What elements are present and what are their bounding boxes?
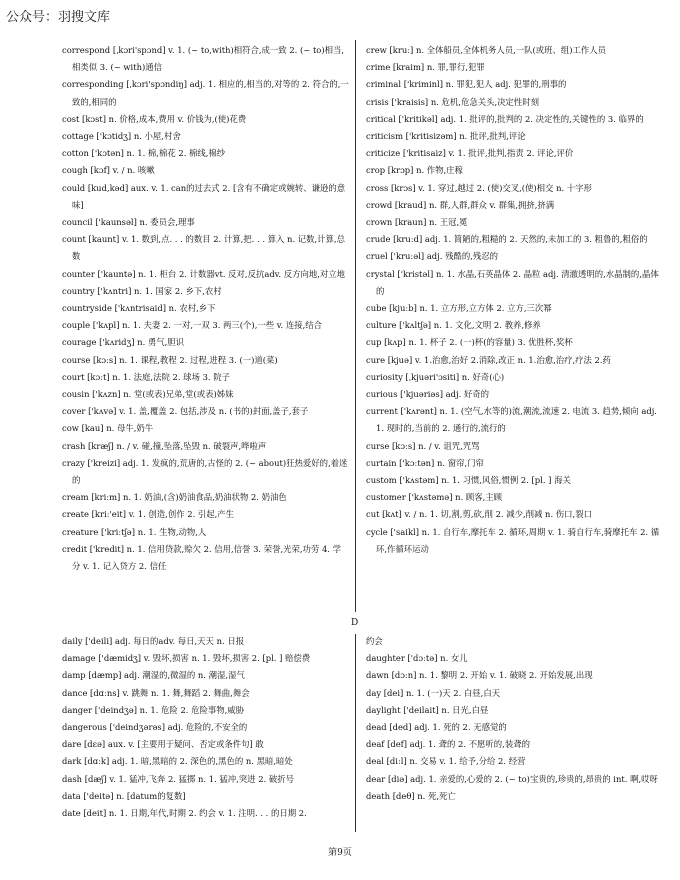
dictionary-entry: could [kud,kəd] aux. v. 1. can的过去式 2. [含有不确定或婉转、谦逊的意味] bbox=[62, 182, 346, 210]
dictionary-entry: dance [dɑːns] v. 跳舞 n. 1. 舞,舞蹈 2. 舞曲,舞会 bbox=[62, 687, 250, 698]
dictionary-entry: credit ['kredit] n. 1. 信用贷款,赊欠 2. 信用,信誉 3. 荣誉,光荣,功劳 4. 学分 v. 1. 记入贷方 2. 信任 bbox=[62, 543, 341, 572]
dictionary-entry: custom ['kʌstəm] n. 1. 习惯,风俗,惯例 2. [pl. ] 海关 bbox=[366, 475, 571, 486]
dictionary-entry: 约会 bbox=[366, 636, 383, 646]
dictionary-entry: crystal ['kristəl] n. 1. 水晶,石英晶体 2. 晶粒 adj. 清澈透明的,水晶制的,晶体的 bbox=[366, 268, 659, 296]
dictionary-entry: damage ['dæmidʒ] v. 毁坏,损害 n. 1. 毁坏,损害 2. [pl. ] 赔偿费 bbox=[62, 653, 311, 664]
dictionary-entry: dash [dæʃ] v. 1. 猛冲,飞奔 2. 猛掷 n. 1. 猛冲,突进 2. 破折号 bbox=[62, 773, 294, 784]
dictionary-entry: death [deθ] n. 死,死亡 bbox=[366, 790, 456, 801]
dictionary-entry: criminal ['kriminl] n. 罪犯,犯人 adj. 犯罪的,刑事的 bbox=[366, 79, 567, 90]
dictionary-entry: curiosity [ˌkjuəri'ɔsiti] n. 好奇(心) bbox=[366, 371, 505, 382]
dictionary-entry: culture ['kʌltʃə] n. 1. 文化,文明 2. 教养,修养 bbox=[366, 320, 541, 331]
dictionary-entry: crowd [kraud] n. 群,人群,群众 v. 群集,拥挤,挤满 bbox=[366, 199, 555, 210]
dictionary-entry: cough [kɔf] v. / n. 咳嗽 bbox=[62, 165, 155, 176]
dictionary-entry: courage ['kʌridʒ] n. 勇气,胆识 bbox=[62, 337, 185, 348]
dictionary-entry: crop [krɔp] n. 作物,庄稼 bbox=[366, 165, 463, 176]
column-top-right bbox=[366, 42, 666, 558]
dictionary-entry: curse [kɔːs] n. / v. 诅咒,咒骂 bbox=[366, 440, 480, 451]
dictionary-entry: dangerous ['deindʒərəs] adj. 危险的,不安全的 bbox=[62, 722, 248, 733]
dictionary-entry: criticism ['kritisizəm] n. 批评,批判,评论 bbox=[366, 131, 526, 142]
dictionary-entry: deal [diːl] n. 交易 v. 1. 给予,分给 2. 经营 bbox=[366, 756, 526, 767]
dictionary-entry: curious ['kjuəriəs] adj. 好奇的 bbox=[366, 389, 490, 400]
dictionary-entry: corresponding [ˌkɔri'spɔndiŋ] adj. 1. 相应的,相当的,对等的 2. 符合的,一致的,相同的 bbox=[62, 79, 349, 107]
dictionary-entry: country ['kʌntri] n. 1. 国家 2. 乡下,农村 bbox=[62, 285, 222, 296]
dictionary-entry: cycle ['saikl] n. 1. 自行车,摩托车 2. 循环,周期 v. 1. 骑自行车,骑摩托车 2. 循环,作循环运动 bbox=[366, 526, 660, 554]
dictionary-entry: crew [kruː] n. 全体船员,全体机务人员,一队(或班、组)工作人员 bbox=[366, 45, 607, 55]
dictionary-entry: dare [dɛə] aux. v. [主要用于疑问、否定或条件句] 敢 bbox=[62, 739, 264, 750]
dictionary-entry: cross [krɔs] v. 1. 穿过,越过 2. (使)交叉,(使)相交 n. 十字形 bbox=[366, 182, 592, 193]
dictionary-entry: critical ['kritikəl] adj. 1. 批评的,批判的 2. 决定性的,关键性的 3. 临界的 bbox=[366, 113, 644, 124]
dictionary-entry: course [kɔːs] n. 1. 课程,教程 2. 过程,进程 3. (一)道(菜) bbox=[62, 354, 278, 365]
dictionary-entry: deaf [def] adj. 1. 聋的 2. 不愿听的,装聋的 bbox=[366, 739, 530, 750]
dictionary-entry: cover ['kʌvə] v. 1. 盖,覆盖 2. 包括,涉及 n. (书的)封面,盖子,套子 bbox=[62, 406, 309, 417]
dictionary-entry: cream [kriːm] n. 1. 奶油,(含)奶油食品,奶油状物 2. 奶油色 bbox=[62, 492, 287, 503]
dictionary-entry: dawn [dɔːn] n. 1. 黎明 2. 开始 v. 1. 破晓 2. 开始发展,出现 bbox=[366, 670, 593, 681]
dictionary-entry: day [dei] n. 1. (一)天 2. 白昼,白天 bbox=[366, 687, 501, 698]
dictionary-entry: court [kɔːt] n. 1. 法庭,法院 2. 球场 3. 院子 bbox=[62, 371, 230, 382]
dictionary-entry: cup [kʌp] n. 1. 杯子 2. (一)杯(的容量) 3. 优胜杯,奖杯 bbox=[366, 337, 573, 348]
dictionary-entry: dark [dɑːk] adj. 1. 暗,黑暗的 2. 深色的,黑色的 n. 黑暗,暗处 bbox=[62, 756, 293, 767]
watermark-label: 公众号：羽搜文库 bbox=[6, 10, 111, 25]
dictionary-entry: damp [dæmp] adj. 潮湿的,微湿的 n. 潮湿,湿气 bbox=[62, 670, 245, 681]
dictionary-entry: dear [diə] adj. 1. 亲爱的,心爱的 2. (~ to)宝贵的,珍贵的,昂贵的 int. 啊,哎呀 bbox=[366, 773, 658, 784]
page-number: 第9页 bbox=[328, 848, 352, 858]
column-divider-bottom bbox=[355, 634, 356, 832]
dictionary-entry: cure [kjuə] v. 1.治愈,治好 2.消除,改正 n. 1.治愈,治疗,疗法 2.药 bbox=[366, 354, 611, 365]
dictionary-entry: cousin ['kʌzn] n. 堂(或表)兄弟,堂(或表)姊妹 bbox=[62, 389, 234, 400]
dictionary-entry: curtain ['kɔːtən] n. 窗帘,门帘 bbox=[366, 457, 484, 468]
column-divider-top bbox=[355, 40, 356, 612]
dictionary-entry: cruel ['kruːəl] adj. 残酷的,残忍的 bbox=[366, 251, 498, 262]
dictionary-entry: crazy ['kreizi] adj. 1. 发疯的,荒唐的,古怪的 2. (~ about)狂热爱好的,着迷的 bbox=[62, 457, 348, 486]
dictionary-entry: dead [ded] adj. 1. 死的 2. 无感觉的 bbox=[366, 722, 507, 733]
dictionary-entry: criticize ['kritisaiz] v. 1. 批评,批判,指责 2. 评论,评价 bbox=[366, 148, 574, 159]
dictionary-entry: cottage ['kɔtidʒ] n. 小屋,村舍 bbox=[62, 131, 181, 142]
dictionary-entry: daily ['deili] adj. 每日的adv. 每日,天天 n. 日报 bbox=[62, 636, 245, 646]
dictionary-entry: council ['kaunsəl] n. 委员会,理事 bbox=[62, 217, 195, 228]
dictionary-entry: cut [kʌt] v. / n. 1. 切,割,剪,砍,削 2. 减少,削减 n. 伤口,裂口 bbox=[366, 509, 592, 520]
dictionary-entry: count [kaunt] v. 1. 数到,点. . . 的数目 2. 计算,把. . . 算入 n. 记数,计算,总数 bbox=[62, 234, 345, 262]
dictionary-entry: date [deit] n. 1. 日期,年代,时期 2. 约会 v. 1. 注明. . . 的日期 2. bbox=[62, 808, 307, 819]
dictionary-entry: countryside ['kʌntrisaid] n. 农村,乡下 bbox=[62, 303, 216, 314]
dictionary-entry: danger ['deindʒə] n. 1. 危险 2. 危险事物,威胁 bbox=[62, 704, 245, 715]
dictionary-entry: daughter ['dɔːtə] n. 女儿 bbox=[366, 653, 468, 664]
dictionary-entry: data ['deitə] n. [datum的复数] bbox=[62, 790, 186, 801]
dictionary-entry: daylight ['deilait] n. 日光,白昼 bbox=[366, 704, 489, 715]
dictionary-entry: current ['kʌrənt] n. 1. (空气,水等的)流,潮流,流速 2. 电流 3. 趋势,倾向 adj. 1. 现时的,当前的 2. 通行的,流行的 bbox=[366, 406, 657, 434]
dictionary-entry: correspond [ˌkɔri'spɔnd] v. 1. (~ to,with)相符合,成一致 2. (~ to)相当,相类似 3. (~ with)通信 bbox=[62, 45, 345, 73]
dictionary-entry: cube [kjuːb] n. 1. 立方形,立方体 2. 立方,三次幂 bbox=[366, 303, 552, 314]
dictionary-entry: couple ['kʌpl] n. 1. 夫妻 2. 一对,一双 3. 两三(个),一些 v. 连接,结合 bbox=[62, 320, 322, 331]
dictionary-entry: customer ['kʌstəmə] n. 顾客,主顾 bbox=[366, 492, 503, 503]
dictionary-entry: cotton ['kɔtən] n. 1. 棉,棉花 2. 棉线,棉纱 bbox=[62, 148, 226, 159]
column-top-left bbox=[62, 42, 349, 575]
dictionary-entry: crude [kruːd] adj. 1. 简陋的,粗糙的 2. 天然的,未加工的 3. 粗鲁的,粗俗的 bbox=[366, 234, 648, 245]
dictionary-entry: counter ['kauntə] n. 1. 柜台 2. 计数器vt. 反对,反抗adv. 反方向地,对立地 bbox=[62, 268, 346, 279]
column-bottom-right bbox=[366, 633, 666, 805]
dictionary-entry: crisis ['kraisis] n. 危机,危急关头,决定性时刻 bbox=[366, 96, 539, 107]
dictionary-entry: crash [kræʃ] n. / v. 碰,撞,坠落,坠毁 n. 破裂声,哗啦声 bbox=[62, 440, 267, 451]
dictionary-entry: cost [kɔst] n. 价格,成本,费用 v. 价钱为,(使)花费 bbox=[62, 113, 247, 124]
dictionary-entry: crime [kraim] n. 罪,罪行,犯罪 bbox=[366, 62, 485, 73]
dictionary-entry: create [kriː'eit] v. 1. 创造,创作 2. 引起,产生 bbox=[62, 509, 235, 520]
section-letter-heading: D bbox=[351, 618, 359, 628]
dictionary-entry: crown [kraun] n. 王冠,冕 bbox=[366, 217, 468, 228]
dictionary-entry: cow [kau] n. 母牛,奶牛 bbox=[62, 423, 154, 434]
dictionary-entry: creature ['kriːtʃə] n. 1. 生物,动物,人 bbox=[62, 526, 207, 537]
column-bottom-left bbox=[62, 633, 349, 822]
